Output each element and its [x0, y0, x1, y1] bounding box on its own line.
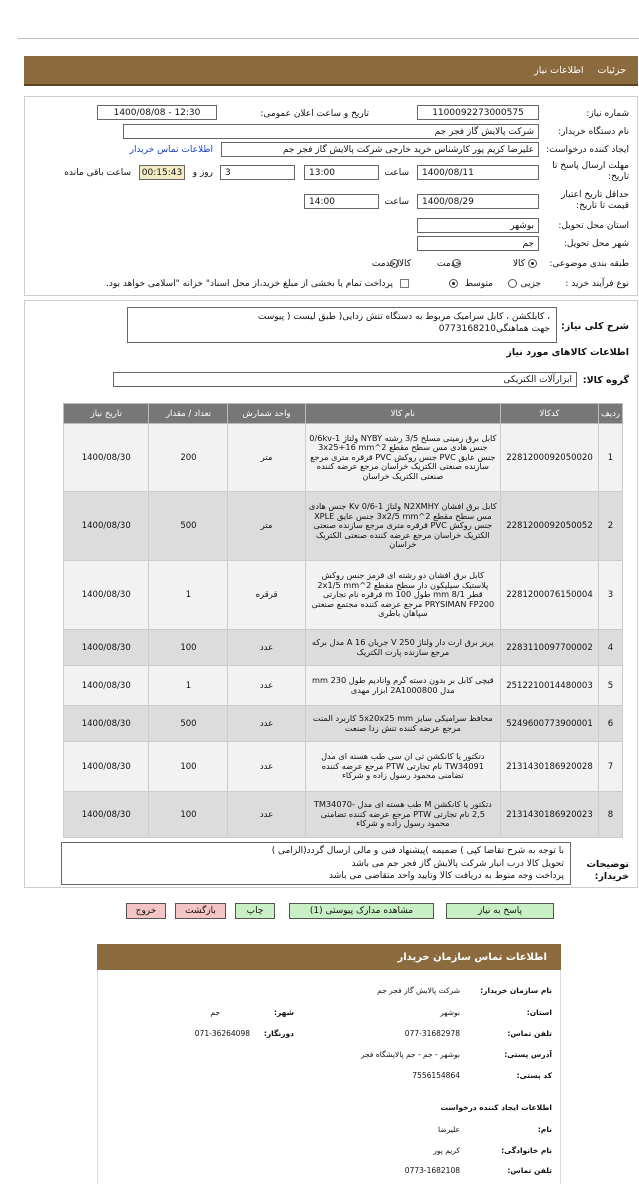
row-qty: 200 — [149, 424, 228, 492]
validity-time-label: ساعت — [384, 197, 409, 207]
contact-city-label: شهر: — [274, 1008, 294, 1017]
row-qty: 100 — [149, 792, 228, 838]
need-no-label: شماره نیاز: — [586, 109, 629, 119]
row-number: 2 — [598, 492, 622, 561]
process-partial-label: جزیی — [520, 279, 541, 289]
deadline-label: مهلت ارسال پاسخ تا تاریخ: — [552, 161, 629, 182]
row-qty: 500 — [149, 492, 228, 561]
contact-phone-value: 077-31682978 — [404, 1029, 460, 1038]
row-unit: عدد — [228, 706, 305, 742]
org-value: شرکت پالایش گاز فجر جم — [377, 986, 460, 995]
col-unit-header: واحد شمارش — [228, 404, 305, 424]
category-both-label: کالا/خدمت — [371, 259, 411, 269]
goods-group-field: ابزارآلات الکتریکی — [113, 372, 577, 387]
validity-time-field: 14:00 — [304, 194, 379, 209]
row-name: قیچی کابل بر بدون دسته گرم وانادیم طول 230 mm مدل 2A1000800 ابزار مهدی — [305, 666, 500, 706]
goods-panel — [24, 300, 638, 888]
days-field: 3 — [220, 165, 295, 180]
row-number: 6 — [598, 706, 622, 742]
row-code: 2283110097700002 — [501, 630, 599, 666]
category-service-label: خدمت — [437, 259, 461, 269]
row-code: 5249600773900001 — [501, 706, 599, 742]
creator-name-label: نام: — [537, 1125, 552, 1134]
remaining-time-field: 00:15:43 — [139, 165, 185, 180]
row-number: 7 — [598, 742, 622, 792]
creator-family-label: نام خانوادگی: — [501, 1146, 552, 1155]
need-info-panel — [24, 96, 638, 296]
process-partial-radio[interactable] — [508, 279, 517, 288]
city-field: جم — [417, 236, 539, 251]
row-number: 5 — [598, 666, 622, 706]
table-row[interactable] — [64, 492, 623, 561]
row-date: 1400/08/30 — [64, 792, 149, 838]
need-no-field: 1100092273000575 — [417, 105, 539, 120]
remaining-label: ساعت باقی مانده — [64, 168, 131, 178]
description-box — [127, 307, 557, 343]
row-unit: عدد — [228, 666, 305, 706]
attachments-button[interactable]: مشاهده مدارک پیوستی (1) — [289, 903, 434, 919]
row-name: دتکتور یا کانکشن تی ان سی طب هسته ای مدل TW34091 نام تجارتی PTW مرجع عرضه کننده تضامنی محمود رسول زاده و شرکاء — [305, 742, 500, 792]
creator-phone-value: 0773-1682108 — [404, 1166, 460, 1175]
table-row[interactable] — [64, 424, 623, 492]
row-qty: 1 — [149, 561, 228, 630]
creator-family-value: کریم پور — [433, 1146, 460, 1155]
category-goods-radio[interactable] — [528, 259, 537, 268]
contact-address-value: بوشهر - جم - جم پالایشگاه فجر — [360, 1050, 460, 1059]
category-goods-label: کالا — [512, 259, 525, 269]
top-divider — [18, 38, 639, 39]
reply-button[interactable]: پاسخ به نیاز — [446, 903, 554, 919]
row-name: کابل برق افشان دو رشته ای قرمز جنس روکش پلاستیک سیلیکون دار سطح مقطع 2^2x1/5 mm قطر 8/1 mm طول 100 m قرقره نام تجارتی PRYSIMAN FP200 مرجع عرضه کننده مجتمع صنعتی سپاهان باطری — [305, 561, 500, 630]
row-date: 1400/08/30 — [64, 492, 149, 561]
buyer-note-line-2: تحویل کالا درب انبار شرکت پالایش گاز فجر جم می باشد — [351, 858, 564, 869]
process-medium-radio[interactable] — [449, 279, 458, 288]
contact-section-title: اطلاعات تماس سازمان خریدار — [97, 944, 561, 970]
tab-details[interactable]: جزئیات — [597, 64, 626, 76]
row-qty: 1 — [149, 666, 228, 706]
col-row-header: ردیف — [598, 404, 622, 424]
row-date: 1400/08/30 — [64, 666, 149, 706]
row-name: کابل برق زمینی مسلح 3/5 رشته NYBY ولتاژ 1-0/6kv جنس هادی مس سطح مقطع 2^3x25+16 mm جنس عایق PVC جنس روکش PVC قرقره متری مرجع سازنده صنعتی الکتریک خراسان مرجع عرضه کننده صنعتی الکتریک خراسان — [305, 424, 500, 492]
tab-need-info[interactable]: اطلاعات نیاز — [534, 64, 584, 76]
deadline-time-label: ساعت — [384, 168, 409, 178]
contact-province-label: استان: — [526, 1008, 552, 1017]
treasury-note: پرداخت تمام یا بخشی از مبلغ خرید،از محل اسناد" خزانه "اسلامی خواهد بود. — [105, 279, 393, 289]
contact-panel — [97, 970, 561, 1184]
contact-fax-value: 071-36264098 — [194, 1029, 250, 1038]
row-qty: 100 — [149, 742, 228, 792]
contact-fax-label: دورنگار: — [263, 1029, 294, 1038]
process-medium-label: متوسط — [464, 279, 493, 289]
row-unit: متر — [228, 424, 305, 492]
row-qty: 100 — [149, 630, 228, 666]
row-unit: قرقره — [228, 561, 305, 630]
row-number: 3 — [598, 561, 622, 630]
row-number: 1 — [598, 424, 622, 492]
row-code: 2281200076150004 — [501, 561, 599, 630]
exit-button[interactable]: خروج — [126, 903, 166, 919]
table-row[interactable] — [64, 630, 623, 666]
row-code: 2512210014480003 — [501, 666, 599, 706]
row-code: 2131430186920028 — [501, 742, 599, 792]
row-qty: 500 — [149, 706, 228, 742]
row-code: 2281200092050020 — [501, 424, 599, 492]
row-date: 1400/08/30 — [64, 424, 149, 492]
page-header-bar — [24, 56, 638, 86]
buyer-label: نام دستگاه خریدار: — [558, 127, 629, 137]
buyer-contact-link[interactable]: اطلاعات تماس خریدار — [129, 145, 213, 155]
goods-group-label: گروه کالا: — [582, 375, 629, 386]
description-line-1: ، کابلکشن ، کابل سرامیک مربوط به دستگاه تنش زدایی( طبق لیست ( پیوست — [257, 312, 550, 322]
treasury-checkbox[interactable] — [400, 279, 409, 288]
col-qty-header: تعداد / مقدار — [149, 404, 228, 424]
row-unit: عدد — [228, 630, 305, 666]
buyer-field: شرکت پالایش گاز فجر جم — [123, 124, 539, 139]
goods-table-wrap — [63, 403, 623, 838]
row-name: محافظ سرامیکی سایز 5x20x25 mm کاربرد المنت مرجع عرضه کننده تنش زدا صنعت — [305, 706, 500, 742]
row-date: 1400/08/30 — [64, 742, 149, 792]
contact-province-value: بوشهر — [440, 1008, 460, 1017]
process-label: نوع فرآیند خرید : — [565, 279, 629, 289]
contact-postal-value: 7556154864 — [412, 1071, 460, 1080]
buyer-notes-box — [61, 842, 571, 885]
deadline-date-field: 1400/08/11 — [417, 165, 539, 180]
org-label: نام سازمان خریدار: — [480, 986, 552, 995]
announce-label: تاریخ و ساعت اعلان عمومی: — [260, 109, 369, 119]
row-date: 1400/08/30 — [64, 630, 149, 666]
province-field: بوشهر — [417, 218, 539, 233]
col-name-header: نام کالا — [305, 404, 500, 424]
row-unit: متر — [228, 492, 305, 561]
row-code: 2281200092050052 — [501, 492, 599, 561]
buyer-note-line-3: پرداخت وجه منوط به دریافت کالا وتایید واحد متقاضی می باشد — [329, 871, 564, 881]
row-unit: عدد — [228, 792, 305, 838]
contact-address-label: آدرس پستی: — [504, 1050, 552, 1059]
col-date-header: تاریخ نیاز — [64, 404, 149, 424]
creator-name-value: علیرضا — [437, 1125, 460, 1134]
contact-city-value: جم — [210, 1008, 220, 1017]
goods-table — [63, 403, 623, 838]
row-number: 8 — [598, 792, 622, 838]
creator-label: ایجاد کننده درخواست: — [546, 145, 629, 155]
table-row[interactable] — [64, 706, 623, 742]
announce-field: 1400/08/08 - 12:30 — [97, 105, 217, 120]
row-unit: عدد — [228, 742, 305, 792]
table-row[interactable] — [64, 742, 623, 792]
description-line-2: جهت هماهنگی0773168210 — [438, 324, 550, 334]
description-label: شرح کلی نیاز: — [560, 321, 629, 332]
category-label: طبقه بندی موضوعی: — [549, 259, 629, 269]
creator-field: علیرضا کریم پور کارشناس خرید خارجی شرکت پالایش گاز فجر جم — [221, 142, 539, 157]
buyer-note-line-1: با توجه به شرح تقاضا کپی ) ضمیمه )پیشنهاد فنی و مالی ارسال گردد(الزامی ) — [271, 846, 564, 856]
row-code: 2131430186920023 — [501, 792, 599, 838]
table-row[interactable] — [64, 561, 623, 630]
contact-phone-label: تلفن تماس: — [507, 1029, 552, 1038]
table-row[interactable] — [64, 792, 623, 838]
creator-section-title: اطلاعات ایجاد کننده درخواست — [440, 1103, 552, 1112]
validity-date-field: 1400/08/29 — [417, 194, 539, 209]
contact-postal-label: کد پستی: — [516, 1071, 552, 1080]
city-label: شهر محل تحویل: — [563, 239, 629, 249]
creator-phone-label: تلفن تماس: — [507, 1166, 552, 1175]
buyer-notes-label: توضیحات خریدار: — [586, 859, 629, 882]
back-button[interactable]: بازگشت — [175, 903, 226, 919]
print-button[interactable]: چاپ — [235, 903, 275, 919]
validity-label: حداقل تاریخ اعتبار قیمت تا تاریخ: — [561, 190, 629, 211]
table-row[interactable] — [64, 666, 623, 706]
row-name: کابل برق افشان N2XMHY ولتاژ 1-0/6 Kv جنس هادی مس سطح مقطع 2^3x2/5 mm جنس عایق XPLE جنس روکش PVC قرقره متری مرجع سازنده صنعتی الکتریک خراسان مرجع عرضه کننده صنعتی الکتریک خراسان — [305, 492, 500, 561]
goods-section-title: اطلاعات کالاهای مورد نیاز — [506, 347, 629, 358]
row-date: 1400/08/30 — [64, 561, 149, 630]
row-name: دتکتور یا کانکشن M طب هسته ای مدل TM34070-2,5 نام تجارتی PTW مرجع عرضه کننده تضامنی محمود رسول زاده و شرکاء — [305, 792, 500, 838]
row-date: 1400/08/30 — [64, 706, 149, 742]
province-label: استان محل تحویل: — [558, 221, 629, 231]
goods-table-header — [64, 404, 623, 424]
row-number: 4 — [598, 630, 622, 666]
col-code-header: کدکالا — [501, 404, 599, 424]
row-name: پریز برق ارت دار ولتاژ 250 V جریان 16 A مدل برکه مرجع سازنده پارت الکتریک — [305, 630, 500, 666]
deadline-time-field: 13:00 — [304, 165, 379, 180]
days-label: روز و — [192, 168, 213, 178]
